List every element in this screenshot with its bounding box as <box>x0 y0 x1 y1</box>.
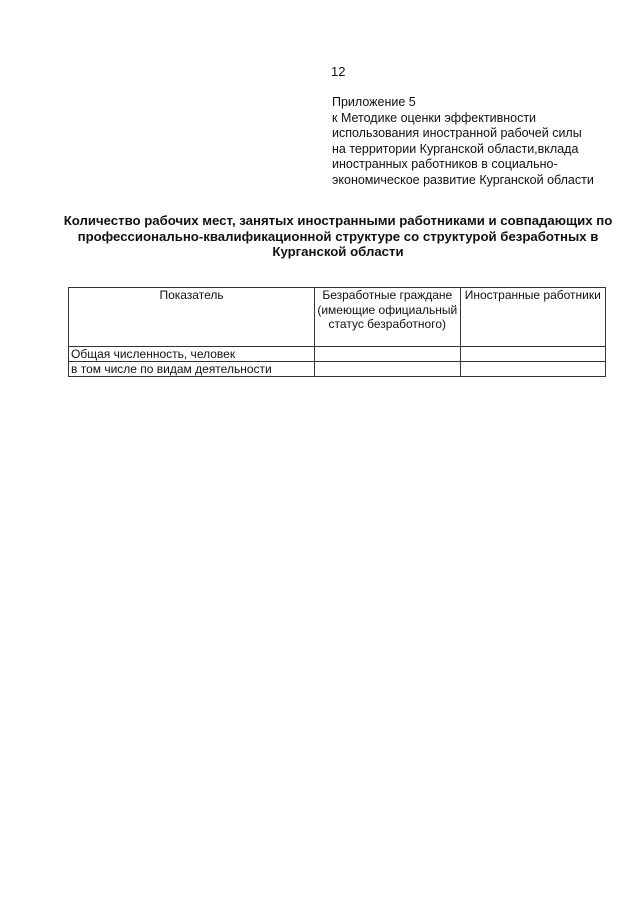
table-cell <box>315 362 461 377</box>
row-label: в том числе по видам деятельности <box>69 362 315 377</box>
page-number: 12 <box>331 64 346 79</box>
appendix-line: использования иностранной рабочей силы <box>332 126 582 141</box>
table-cell <box>460 362 605 377</box>
appendix-line: иностранных работников в социально- <box>332 157 558 172</box>
appendix-line: к Методике оценки эффективности <box>332 110 537 125</box>
column-header-unemployed: Безработные граждане (имеющие официальный статус безработного) <box>315 288 461 347</box>
appendix-line: экономическое развитие Курганской области <box>332 172 594 187</box>
table-row <box>69 347 606 362</box>
appendix-line: на территории Курганской области,вклада <box>332 141 579 156</box>
data-table <box>68 287 606 377</box>
row-label: Общая численность, человек <box>69 347 315 362</box>
column-header-indicator: Показатель <box>69 288 315 347</box>
appendix-note <box>332 95 622 189</box>
appendix-line: Приложение 5 <box>332 95 416 109</box>
table-header-row <box>69 288 606 347</box>
table-cell <box>315 347 461 362</box>
table-cell <box>460 347 605 362</box>
column-header-foreign-workers: Иностранные работники <box>460 288 605 347</box>
document-title: Количество рабочих мест, занятых иностранными работниками и совпадающих по профессионально-квалификационной структуре со структурой безработных в Курганской области <box>63 213 613 260</box>
table-row <box>69 362 606 377</box>
